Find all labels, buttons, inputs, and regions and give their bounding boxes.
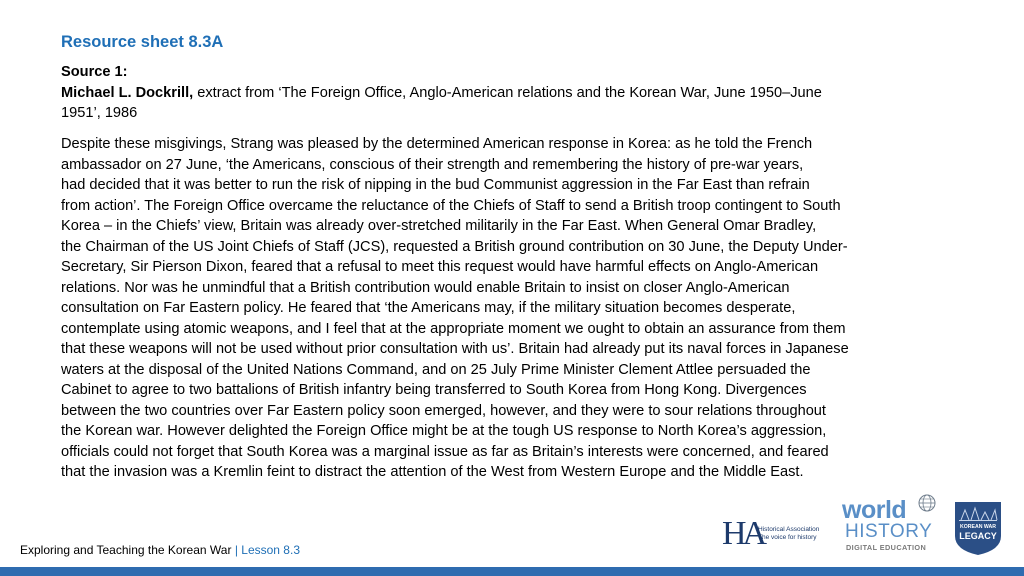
extract-line: waters at the disposal of the United Nations Command, and on 25 July Prime Minister Clement Attlee persuaded the [61, 361, 811, 378]
source-extract [61, 134, 996, 483]
extract-line: between the two countries over Far Eastern policy soon emerged, however, and they were to sour relations throughout [61, 402, 826, 419]
extract-line: relations. Nor was he unmindful that a British contribution would enable Britain to insist on closer Anglo-American [61, 279, 790, 296]
korean-war-legacy-logo [953, 500, 1003, 556]
kwl-line2: LEGACY [959, 531, 997, 541]
globe-icon [918, 494, 936, 512]
extract-line: Cabinet to agree to two battalions of British infantry being transferred to South Korea from Hong Kong. Divergences [61, 382, 807, 398]
extract-line: Despite these misgivings, Strang was pleased by the determined American response in Korea: as he told the French [61, 136, 813, 152]
ha-mark: HA [722, 515, 764, 552]
footer-bar [0, 567, 1024, 576]
footer-lesson: Lesson 8.3 [241, 543, 300, 557]
wh-word-history: HISTORY [845, 521, 933, 542]
footer-separator: | [234, 543, 238, 557]
page-title: Resource sheet 8.3A [61, 33, 224, 51]
source-citation [61, 62, 996, 124]
wh-tagline: DIGITAL EDUCATION [846, 543, 927, 552]
extract-line: ambassador on 27 June, ‘the Americans, conscious of their strength and remembering the history of pre-war years, [61, 156, 804, 173]
ha-name: Historical Association [758, 526, 820, 533]
extract-line: that the invasion was a Kremlin feint to distract the attention of the West from Western Europe and the Middle East. [61, 464, 804, 480]
kwl-line1: KOREAN WAR [959, 524, 997, 530]
extract-line: contemplate using atomic weapons, and I feel that at the appropriate moment we ought to obtain an assurance from them [61, 320, 846, 337]
extract-line: that these weapons will not be used without prior consultation with us’. Britain had already put its naval forces in Japanese [61, 341, 849, 357]
world-history-logo [842, 494, 938, 556]
extract-line: from action’. The Foreign Office overcame the reluctance of the Chiefs of Staff to send a British troop contingent to South [61, 197, 841, 214]
extract-line: consultation on Far Eastern policy. He feared that ‘the Americans may, if the military situation becomes desperate, [61, 300, 796, 316]
footer-caption [20, 543, 300, 557]
wh-word-world: world [842, 496, 907, 524]
extract-line: officials could not forget that South Korea was a marginal issue as far as Britain’s interests were concerned, and feared [61, 443, 829, 460]
extract-line: had decided that it was better to run the risk of nipping in the bud Communist aggression in the Far East than refrain [61, 177, 810, 193]
ha-tagline: The voice for history [758, 534, 817, 541]
footer-course: Exploring and Teaching the Korean War [20, 543, 232, 557]
extract-line: the Chairman of the US Joint Chiefs of Staff (JCS), requested a British ground contribution on 30 June, the Deputy Under- [61, 238, 848, 255]
extract-line: the Korean war. However delighted the Foreign Office might be at the tough US response to North Korea’s aggression, [61, 423, 827, 439]
source-title-continued: 1951’, 1986 [61, 105, 138, 121]
extract-line: Korea – in the Chiefs’ view, Britain was already over-stretched militarily in the Far East. When General Omar Bradley, [61, 218, 817, 234]
source-title: extract from ‘The Foreign Office, Anglo-American relations and the Korean War, June 1950–June [193, 84, 822, 101]
source-label: Source 1: [61, 64, 128, 80]
source-author: Michael L. Dockrill, [61, 84, 194, 101]
historical-association-logo [722, 516, 830, 552]
extract-line: Secretary, Sir Pierson Dixon, feared that a refusal to meet this request would have harmful effects on Anglo-American [61, 259, 819, 275]
